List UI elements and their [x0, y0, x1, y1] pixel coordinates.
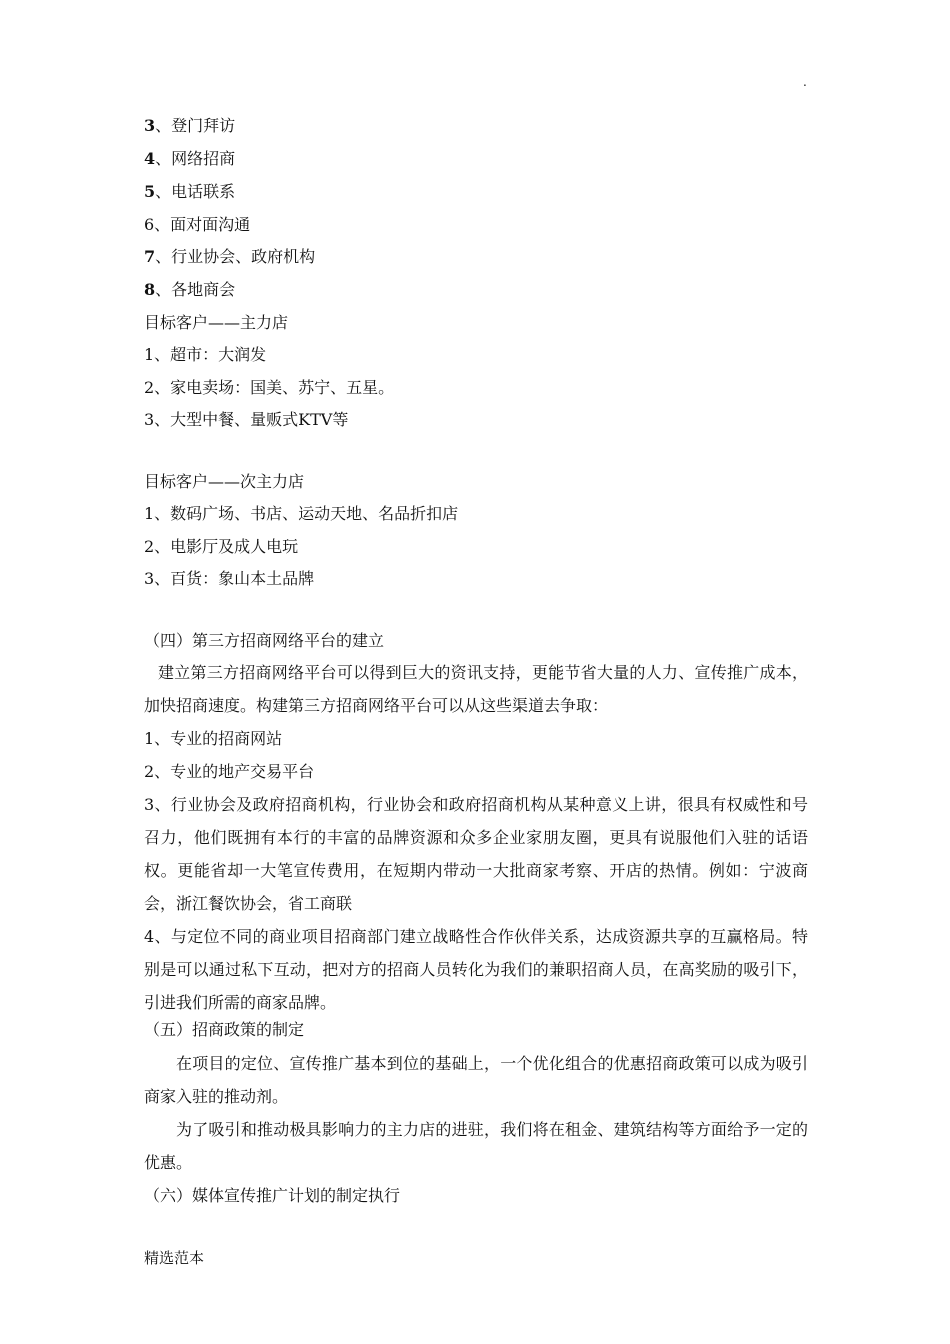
- section-4-heading: （四）第三方招商网络平台的建立: [144, 631, 385, 650]
- sub-store-heading: 目标客户——次主力店: [144, 472, 305, 491]
- method-item-8: 8、各地商会: [144, 280, 236, 299]
- method-item-6: 6、面对面沟通: [144, 215, 251, 234]
- section-4-body: [144, 656, 808, 1019]
- sub-store-item: 3、百货：象山本土品牌: [144, 569, 315, 588]
- main-store-item: 2、家电卖场：国美、苏宁、五星。: [144, 378, 395, 397]
- method-item-5: 5、电话联系: [144, 182, 236, 201]
- section-6-heading: （六）媒体宣传推广计划的制定执行: [144, 1186, 401, 1205]
- header-mark: .: [803, 75, 807, 89]
- section-4-item: 4、与定位不同的商业项目招商部门建立战略性合作伙伴关系，达成资源共享的互赢格局。特别是可以通过私下互动，把对方的招商人员转化为我们的兼职招商人员，在高奖励的吸引下，引进我们所需的商家品牌。: [144, 927, 808, 1012]
- section-4-intro: 建立第三方招商网络平台可以得到巨大的资讯支持，更能节省大量的人力、宣传推广成本，加快招商速度。构建第三方招商网络平台可以从这些渠道去争取：: [144, 663, 808, 715]
- main-store-item: 3、大型中餐、量贩式KTV等: [144, 410, 349, 429]
- sub-store-item: 2、电影厅及成人电玩: [144, 537, 299, 556]
- main-store-item: 1、超市：大润发: [144, 345, 267, 364]
- method-item-4: 4、网络招商: [144, 149, 236, 168]
- section-5-heading: （五）招商政策的制定: [144, 1020, 305, 1039]
- section-4-item: 3、行业协会及政府招商机构，行业协会和政府招商机构从某种意义上讲，很具有权威性和号召力，他们既拥有本行的丰富的品牌资源和众多企业家朋友圈，更具有说服他们入驻的话语权。更能省却一大笔宣传费用，在短期内带动一大批商家考察、开店的热情。例如：宁波商会，浙江餐饮协会，省工商联: [144, 795, 808, 913]
- method-item-7: 7、行业协会、政府机构: [144, 247, 316, 266]
- main-store-heading: 目标客户——主力店: [144, 313, 289, 332]
- sub-store-item: 1、数码广场、书店、运动天地、名品折扣店: [144, 504, 459, 523]
- section-5-paragraph: 为了吸引和推动极具影响力的主力店的进驻，我们将在租金、建筑结构等方面给予一定的优惠。: [144, 1120, 808, 1172]
- section-5-body: [144, 1047, 808, 1179]
- section-5-paragraph: 在项目的定位、宣传推广基本到位的基础上，一个优化组合的优惠招商政策可以成为吸引商家入驻的推动剂。: [144, 1054, 808, 1106]
- section-4-item: 1、专业的招商网站: [144, 729, 283, 748]
- method-item-3: 3、登门拜访: [144, 116, 236, 135]
- footer-label: 精选范本: [144, 1249, 205, 1267]
- section-4-item: 2、专业的地产交易平台: [144, 762, 315, 781]
